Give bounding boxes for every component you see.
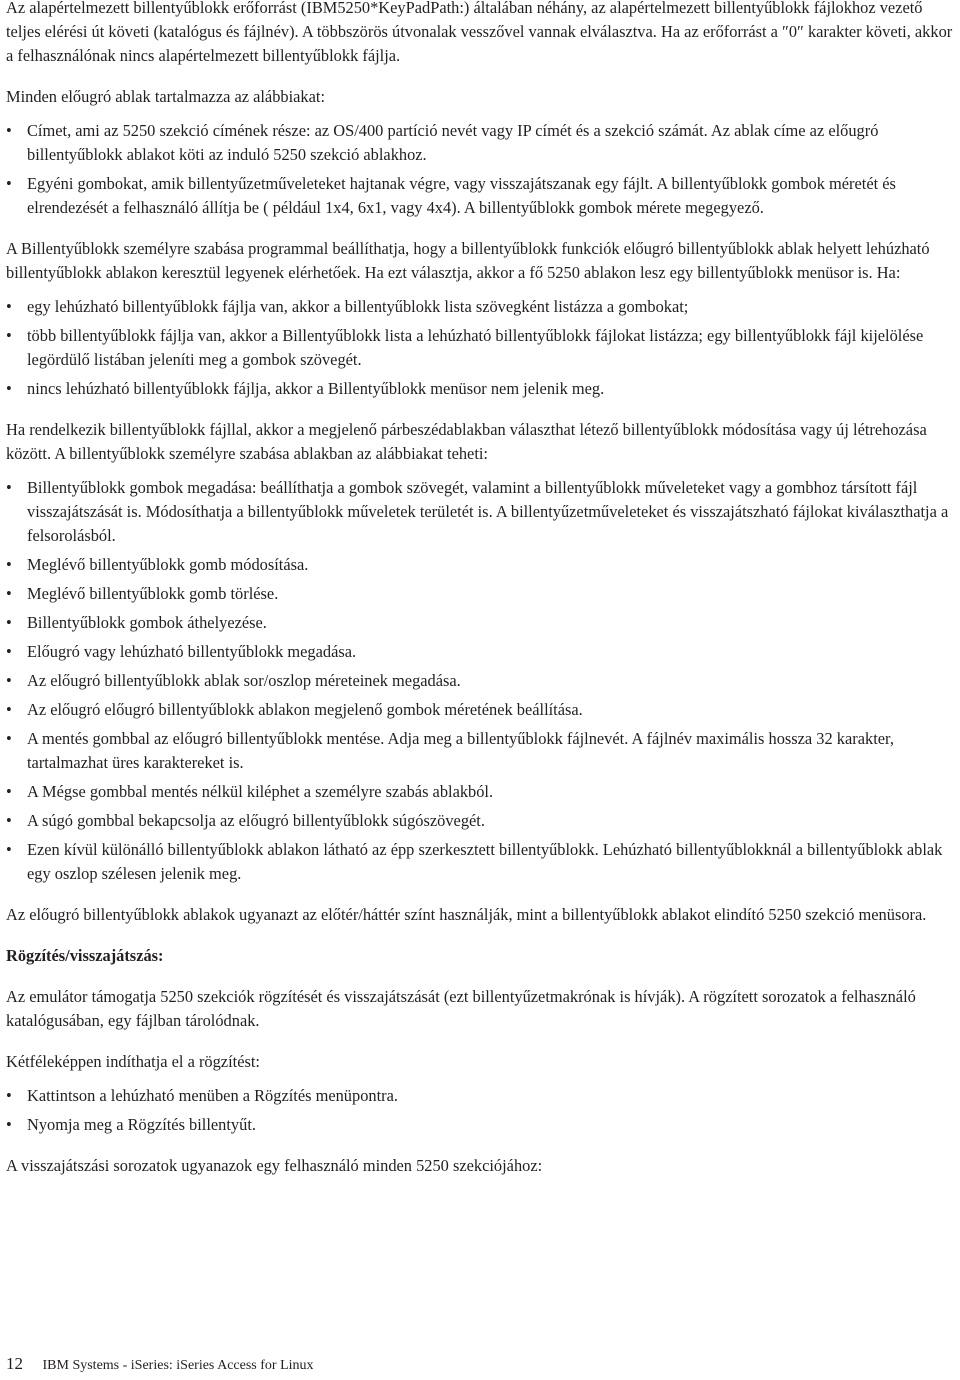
start-list [6,1084,956,1137]
customize-list [6,295,956,401]
list-item [6,698,956,722]
page-footer [6,1355,314,1375]
list-item-text: egy lehúzható billentyűblokk fájlja van, akkor a billentyűblokk lista szövegként listázza a gombokat; [27,297,689,316]
footer-title: IBM Systems - iSeries: iSeries Access for Linux [42,1358,314,1373]
start-intro: Kétféleképpen indíthatja el a rögzítést: [6,1052,260,1071]
list-item-text: Billentyűblokk gombok megadása: beállíthatja a gombok szövegét, valamint a billentyűblokk műveleteket vagy a gombhoz társított fájl visszajátszását is. Módosíthatja a billentyűblokk műveletek területét is. A billentyűzetműveleteket és visszajátszható fájlokat kiválaszthatja a felsorolásból. [27,478,949,545]
bullet-icon: • [6,555,12,574]
intro-paragraph: Az alapértelmezett billentyűblokk erőforrást (IBM5250*KeyPadPath:) általában néhány, az alapértelmezett billentyűblokk fájlokhoz vezető teljes elérési út követi (katalógus és fájlnév). A többszörös útvonalak vesszővel vannak elválasztva. Ha az erőforrást a ″0″ karakter követi, akkor a felhasználónak nincs alapértelmezett billentyűblokk fájlja. [6,0,953,65]
bullet-icon: • [6,121,12,140]
list-item-text: A Mégse gombbal mentés nélkül kiléphet a személyre szabás ablakból. [27,782,494,801]
page-number: 12 [6,1354,23,1373]
list-item-text: Billentyűblokk gombok áthelyezése. [27,613,267,632]
list-item-text: Egyéni gombokat, amik billentyűzetműveleteket hajtanak végre, vagy visszajátszanak egy fájlt. A billentyűblokk gombok méretét és elrendezését a felhasználó állítja be ( például 1x4, 6x1, vagy 4x4). A billentyűblokk gombok mérete megegyező. [27,174,896,217]
list-item [6,1084,956,1108]
list-item-text: több billentyűblokk fájlja van, akkor a Billentyűblokk lista a lehúzható billentyűblokk fájlokat listázza; egy billentyűblokk fájl kijelölése legördülő listában jeleníti meg a gombok szövegét. [27,326,924,369]
bullet-icon: • [6,671,12,690]
list-item-text: Címet, ami az 5250 szekció címének része: az OS/400 partíció nevét vagy IP címét és a szekció számát. Az ablak címe az előugró billentyűblokk ablakot köti az induló 5250 szekció ablakhoz. [27,121,879,164]
bullet-icon: • [6,584,12,603]
list-item [6,377,956,401]
bullet-icon: • [6,1115,12,1134]
list-item [6,611,956,635]
list-item [6,780,956,804]
playback-paragraph: A visszajátszási sorozatok ugyanazok egy felhasználó minden 5250 szekciójához: [6,1156,543,1175]
bullet-icon: • [6,700,12,719]
list-item-text: Nyomja meg a Rögzítés billentyűt. [27,1115,256,1134]
list-item-text: Az előugró előugró billentyűblokk ablakon megjelenő gombok méretének beállítása. [27,700,583,719]
list-item-text: Meglévő billentyűblokk gomb módosítása. [27,555,309,574]
list-item-text: Előugró vagy lehúzható billentyűblokk megadása. [27,642,357,661]
bullet-icon: • [6,840,12,859]
list-item [6,295,956,319]
bullet-icon: • [6,811,12,830]
list-item [6,838,956,886]
document-page [6,0,956,1178]
list-item [6,640,956,664]
list-item [6,727,956,775]
bullet-icon: • [6,297,12,316]
record-heading: Rögzítés/visszajátszás: [6,946,164,965]
list-item [6,669,956,693]
list-item-text: nincs lehúzható billentyűblokk fájlja, akkor a Billentyűblokk menüsor nem jelenik meg. [27,379,605,398]
list-item [6,324,956,372]
customize-paragraph: A Billentyűblokk személyre szabása programmal beállíthatja, hogy a billentyűblokk funkciók előugró billentyűblokk ablak helyett lehúzható billentyűblokk ablakon keresztül legyenek elérhetőek. Ha ezt választja, akkor a fő 5250 ablakon lesz egy billentyűblokk menüsor is. Ha: [6,239,930,282]
bullet-icon: • [6,326,12,345]
list-item-text: Meglévő billentyűblokk gomb törlése. [27,584,279,603]
bullet-icon: • [6,1086,12,1105]
list-item [6,476,956,548]
list-item [6,1113,956,1137]
bullet-icon: • [6,174,12,193]
popup-intro: Minden előugró ablak tartalmazza az alábbiakat: [6,87,326,106]
bullet-icon: • [6,613,12,632]
file-paragraph: Ha rendelkezik billentyűblokk fájllal, akkor a megjelenő párbeszédablakban választhat létező billentyűblokk módosítása vagy új létrehozása között. A billentyűblokk személyre szabása ablakban az alábbiakat teheti: [6,420,927,463]
list-item-text: Az előugró billentyűblokk ablak sor/oszlop méreteinek megadása. [27,671,461,690]
list-item-text: Kattintson a lehúzható menüben a Rögzítés menüpontra. [27,1086,398,1105]
list-item [6,172,956,220]
bullet-icon: • [6,478,12,497]
bullet-icon: • [6,729,12,748]
list-item [6,553,956,577]
color-paragraph: Az előugró billentyűblokk ablakok ugyanazt az előtér/háttér színt használják, mint a billentyűblokk ablakot elindító 5250 szekció menüsora. [6,905,927,924]
list-item [6,809,956,833]
popup-list [6,119,956,220]
bullet-icon: • [6,379,12,398]
list-item [6,582,956,606]
list-item-text: Ezen kívül különálló billentyűblokk ablakon látható az épp szerkesztett billentyűblokk. Lehúzható billentyűblokknál a billentyűblokk ablak egy oszlop szélesen jelenik meg. [27,840,943,883]
list-item-text: A mentés gombbal az előugró billentyűblokk mentése. Adja meg a billentyűblokk fájlnevét. A fájlnév maximális hossza 32 karakter, tartalmazhat üres karaktereket is. [27,729,894,772]
bullet-icon: • [6,782,12,801]
list-item-text: A súgó gombbal bekapcsolja az előugró billentyűblokk súgószövegét. [27,811,485,830]
list-item [6,119,956,167]
record-paragraph: Az emulátor támogatja 5250 szekciók rögzítését és visszajátszását (ezt billentyűzetmakrónak is hívják). A rögzített sorozatok a felhasználó katalógusában, egy fájlban tárolódnak. [6,987,916,1030]
file-list [6,476,956,886]
bullet-icon: • [6,642,12,661]
